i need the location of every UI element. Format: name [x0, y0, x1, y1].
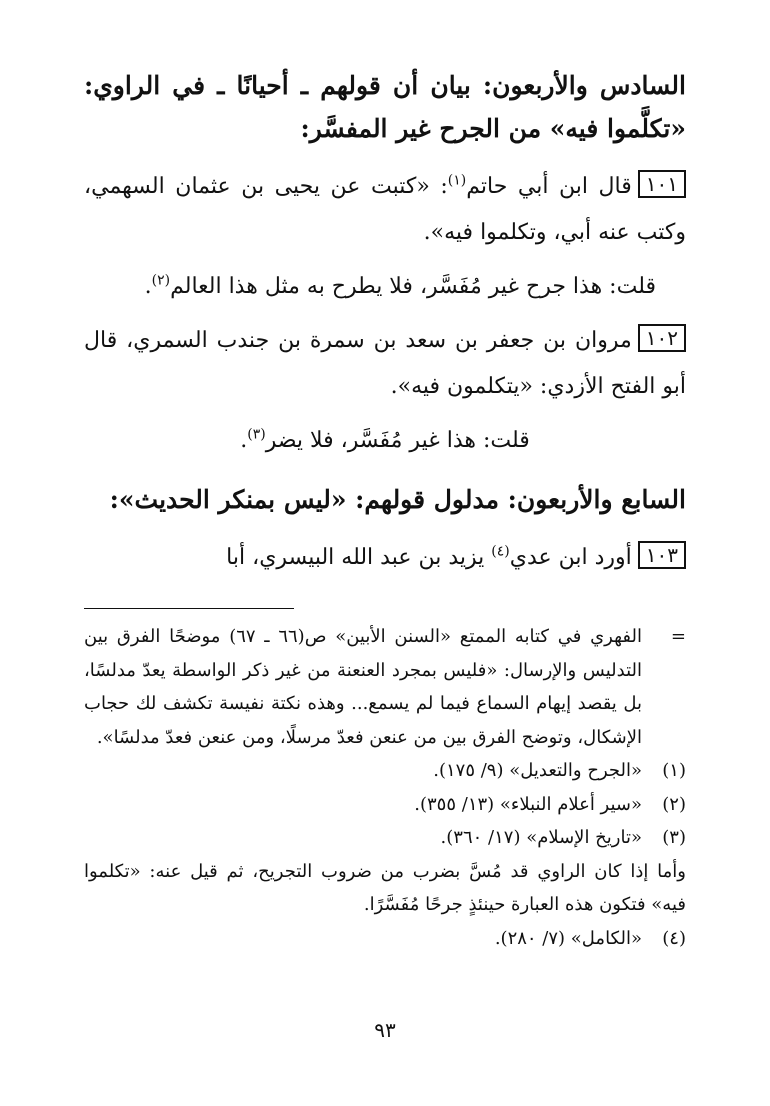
page-number: ٩٣	[374, 1018, 396, 1042]
entry-102	[84, 318, 686, 410]
section-heading-47: السابع والأربعون: مدلول قولهم: «ليس بمنكر الحديث»:	[109, 485, 686, 514]
footnote-2	[84, 788, 686, 822]
footnote-divider	[84, 608, 294, 609]
footnote-4	[84, 922, 686, 956]
footnotes	[84, 620, 686, 955]
entry-102-comment-text: قلت: هذا غير مُفَسَّر، فلا يضر	[265, 428, 530, 453]
footnote-mark: =	[670, 626, 686, 647]
entry-103	[84, 535, 686, 581]
entry-number-103: ١٠٣	[638, 541, 686, 569]
footnote-3	[84, 821, 686, 855]
footnote-text: «الجرح والتعديل» (٩/ ١٧٥).	[433, 760, 642, 781]
entry-102-comment-end: .	[240, 428, 248, 453]
entry-101	[84, 164, 686, 256]
footnote-ref-2: (٢)	[151, 272, 171, 289]
footnote-1	[84, 754, 686, 788]
footnote-text: الفهري في كتابه الممتع «السنن الأبين» ص(٦٦ ـ ٦٧) موضحًا الفرق بين التدليس والإرسال: «فليس بمجرد العنعنة من غير ذكر الواسطة يعدّ مدلسًا، بل يقصد إيهام السماع فيما لم يسمع... وهذه نكتة نفيسة تكشف لك حجاب الإشكال، وتوضح الفرق بين من عنعن فعدّ مرسلًا، ومن عنعن فعدّ مدلسًا».	[84, 626, 642, 748]
footnote-text: «سير أعلام النبلاء» (١٣/ ٣٥٥).	[414, 793, 642, 815]
entry-101-text-end: : «كتبت عن يحيى بن عثمان السهمي، وكتب عنه أبي، وتكلموا فيه».	[84, 174, 686, 245]
entry-101-comment-text: قلت: هذا جرح غير مُفَسَّر، فلا يطرح به مثل هذا العالم	[170, 274, 656, 299]
entry-102-comment	[84, 418, 686, 464]
entry-103-text-end: يزيد بن عبد الله البيسري، أبا	[226, 545, 492, 570]
footnote-continuation	[84, 620, 686, 754]
footnote-text: «تاريخ الإسلام» (١٧/ ٣٦٠).	[440, 827, 642, 848]
entry-number-101: ١٠١	[638, 170, 686, 198]
entry-103-text-start: أورد ابن عدي	[509, 545, 632, 570]
entry-101-comment	[84, 264, 686, 310]
footnote-ref-1: (١)	[447, 172, 467, 189]
entry-101-text-start: قال ابن أبي حاتم	[466, 174, 632, 199]
footnote-ref-3: (٣)	[247, 426, 266, 443]
section-heading-46: السادس والأربعون: بيان أن قولهم ـ أحيانًا ـ في الراوي: «تكلَّموا فيه» من الجرح غير المفسَّر:	[84, 71, 686, 143]
footnote-text: «الكامل» (٧/ ٢٨٠).	[494, 927, 642, 949]
main-text	[84, 64, 686, 589]
footnote-mark: (٣)	[662, 827, 686, 848]
entry-101-comment-end: .	[144, 274, 152, 299]
footnote-mark: (١)	[662, 760, 686, 781]
footnote-ref-4: (٤)	[491, 543, 510, 560]
entry-102-text: مروان بن جعفر بن سعد بن سمرة بن جندب السمري، قال أبو الفتح الأزدي: «يتكلمون فيه».	[84, 328, 686, 399]
footnote-3-extra: وأما إذا كان الراوي قد مُسَّ بضرب من ضروب التجريح، ثم قيل عنه: «تكلموا فيه» فتكون هذه العبارة حينئذٍ جرحًا مُفَسَّرًا.	[84, 860, 686, 915]
footnote-mark: (٢)	[662, 793, 686, 815]
footnote-mark: (٤)	[662, 927, 686, 949]
entry-number-102: ١٠٢	[638, 324, 686, 352]
